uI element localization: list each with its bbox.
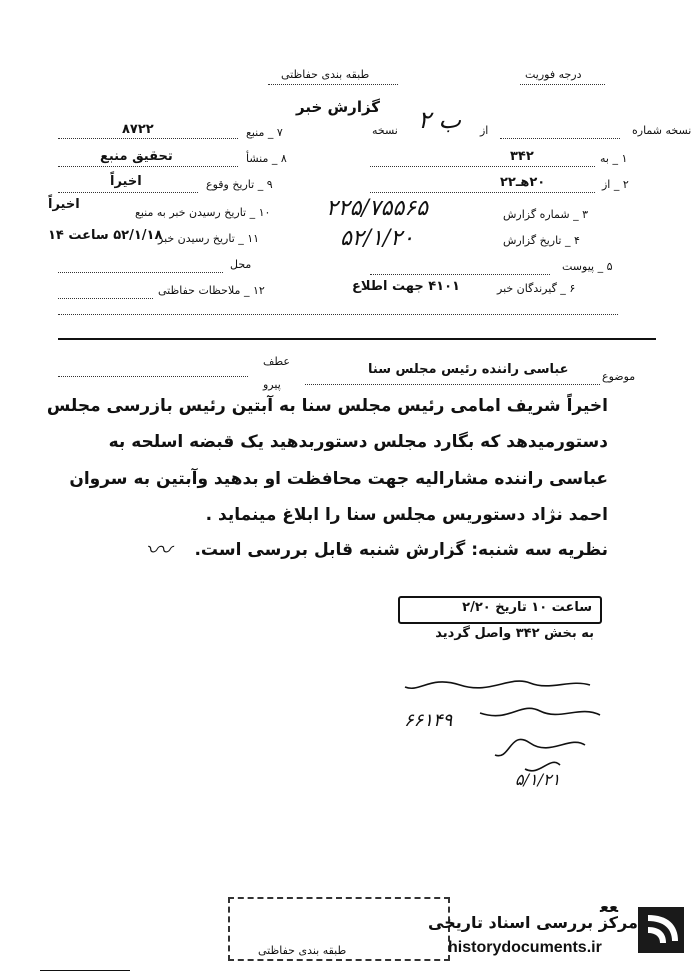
archive-name: مرکز بررسی اسناد تاریخی: [428, 913, 638, 932]
body-line-3: عباسی راننده مشارالیه جهت محافظت او بدهید وآبتین به سروان: [69, 469, 608, 489]
attachment-label: ۵ _ پیوست: [562, 260, 613, 273]
origin-label: ۸ _ منشأ: [246, 152, 287, 165]
footer-classification-label: طبقه بندی حفاظتی: [258, 944, 347, 957]
archive-url: historydocuments.ir: [448, 939, 602, 956]
event-date-line: [58, 192, 198, 193]
to-label: ۱ _ به: [600, 152, 628, 165]
archive-logo-icon: [632, 901, 690, 959]
source-label: ۷ _ منبع: [246, 126, 283, 139]
body-line-4: احمد نژاد دستوریس مجلس سنا را ابلاغ مینماید .: [205, 505, 608, 525]
subject-label: موضوع: [602, 370, 636, 383]
body-line-5: نظریه سه شنبه: گزارش شنبه قابل بررسی است.: [194, 540, 608, 560]
source-line: [58, 138, 238, 139]
news-receipt-label: ۱۱ _ تاریخ رسیدن خبر: [158, 232, 260, 245]
remarks-label: ۱۲ _ ملاحظات حفاظتی: [158, 284, 265, 297]
from-label: ۲ _ از: [602, 178, 629, 191]
stamp-line-1: ساعت ۱۰ تاریخ ۲/۲۰: [462, 600, 592, 615]
urgency-line: [520, 84, 605, 85]
subject-value: عباسی راننده رئیس مجلس سنا: [368, 362, 569, 377]
event-date-label: ۹ _ تاریخ وقوع: [206, 178, 273, 191]
source-receipt-label: ۱۰ _ تاریخ رسیدن خبر به منبع: [135, 206, 271, 219]
report-number-value: ۲۲۵/۷۵۵۶۵: [326, 196, 428, 221]
origin-line: [58, 166, 238, 167]
handwritten-date: ۵/۱/۲۱: [515, 770, 561, 789]
section-divider: [58, 338, 656, 340]
attachment-line: [370, 274, 550, 275]
body-line-1: اخیراً شریف امامی رئیس مجلس سنا به آبتین رئیس بازرسی مجلس: [46, 396, 608, 416]
source-value: ۸۷۲۲: [122, 122, 154, 137]
stamp-line-2: به بخش ۳۴۲ واصل گردید: [435, 626, 594, 641]
subject-line: [58, 376, 248, 377]
body-line-2: دستورمیدهد که بگارد مجلس دستوربدهید یک قبضه اسلحه به: [108, 432, 608, 452]
copy-number-label: نسخه شماره: [632, 124, 692, 137]
remarks-line-2: [58, 314, 618, 315]
source-receipt-value: اخیراً: [48, 197, 80, 212]
form-title: گزارش خبر: [296, 98, 381, 116]
from-line: [370, 192, 595, 193]
recipients-value: ۴۱۰۱ جهت اطلاع: [352, 279, 460, 294]
report-number-label: ۳ _ شماره گزارش: [503, 208, 589, 221]
copy-handwritten-mark: ب ۲: [418, 106, 462, 134]
copy-label: نسخه: [372, 124, 398, 137]
place-label: محل: [230, 258, 252, 271]
place-line: [58, 272, 223, 273]
subject-line-right: [305, 384, 600, 385]
report-date-label: ۴ _ تاریخ گزارش: [503, 234, 580, 247]
copy-line: [500, 138, 620, 139]
event-date-value: اخیراً: [110, 174, 142, 189]
report-date-value: ۵۲/۱/۲۰: [340, 226, 414, 251]
archive-stamp-mark: ﻌﻌ: [600, 897, 619, 916]
classification-line: [268, 84, 398, 85]
signature-number: ۶۶۱۴۹: [404, 710, 453, 731]
archive-logo: [0, 895, 700, 973]
classification-label: طبقه بندی حفاظتی: [281, 68, 370, 81]
subject-ref-top: عطف: [263, 355, 290, 368]
to-value: ۳۴۲: [510, 149, 534, 164]
receipt-stamp: [398, 596, 598, 654]
urgency-label: درجه فوریت: [525, 68, 582, 81]
news-receipt-value: ۵۲/۱/۱۸ ساعت ۱۴: [48, 228, 163, 243]
from-value: ۲۰هـ۲۲: [500, 175, 546, 190]
recipients-label: ۶ _ گیرندگان خبر: [497, 282, 576, 295]
body-handwritten-mark: 〰: [145, 536, 172, 566]
to-line: [370, 166, 595, 167]
origin-value: تحقیق منبع: [100, 149, 173, 164]
copy-from-label: از: [480, 124, 489, 137]
subject-ref-bottom: پیرو: [263, 378, 281, 391]
remarks-line: [58, 298, 153, 299]
